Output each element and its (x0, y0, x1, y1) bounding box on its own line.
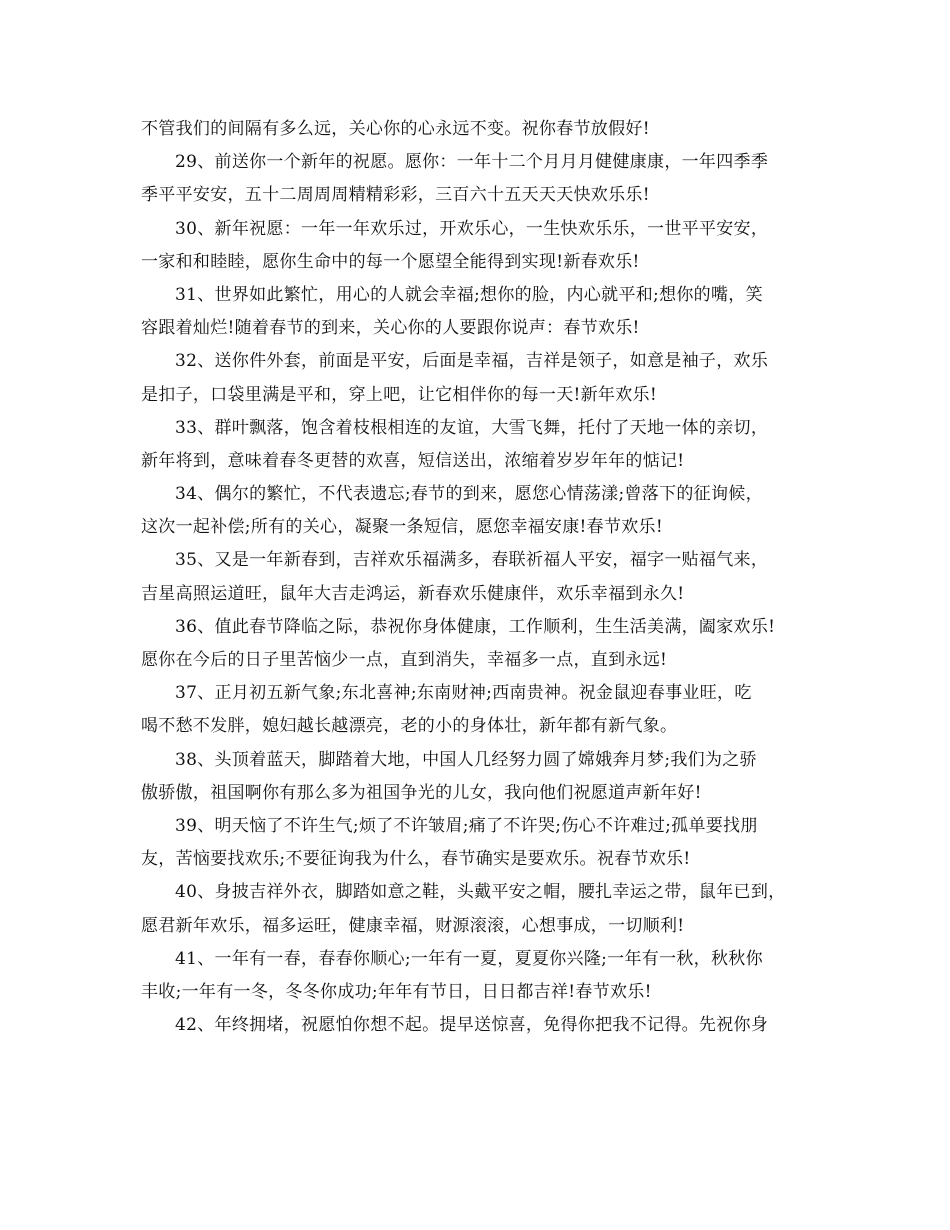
text-line: 愿你在今后的日子里苦恼少一点，直到消失，幸福多一点，直到永远! (141, 650, 668, 670)
text-line: 37、正月初五新气象;东北喜神;东南财神;西南贵神。祝金鼠迎春事业旺，吃 (175, 683, 752, 704)
text-line: 季平平安安，五十二周周周精精彩彩，三百六十五天天天快欢乐乐! (141, 185, 650, 206)
text-line: 吉星高照运道旺，鼠年大吉走鸿运，新春欢乐健康伴，欢乐幸福到永久! (141, 583, 685, 604)
text-line: 傲骄傲，祖国啊你有那么多为祖国争光的儿女，我向他们祝愿道声新年好! (141, 782, 702, 803)
text-line: 29、前送你一个新年的祝愿。愿你：一年十二个月月月健健康康，一年四季季 (175, 152, 769, 173)
document-body (141, 113, 821, 1042)
text-line: 42、年终拥堵，祝愿怕你想不起。提早送惊喜，免得你把我不记得。先祝你身 (175, 1015, 769, 1036)
text-line: 喝不愁不发胖，媳妇越长越漂亮，老的小的身体壮，新年都有新气象。 (141, 716, 678, 737)
text-line: 容跟着灿烂!随着春节的到来，关心你的人要跟你说声：春节欢乐! (141, 318, 640, 339)
text-line: 39、明天恼了不许生气;烦了不许皱眉;痛了不许哭;伤心不许难过;孤单要找朋 (175, 815, 758, 836)
text-line: 32、送你件外套，前面是平安，后面是幸福，吉祥是领子，如意是袖子，欢乐 (175, 351, 769, 372)
text-line: 36、值此春节降临之际，恭祝你身体健康，工作顺利，生生活美满，阖家欢乐! (175, 616, 776, 637)
text-line: 丰收;一年有一冬，冬冬你成功;年年有节日，日日都吉祥!春节欢乐! (141, 981, 652, 1002)
text-line: 34、偶尔的繁忙，不代表遗忘;春节的到来，愿您心情荡漾;曾落下的征询候， (175, 484, 763, 505)
text-line: 31、世界如此繁忙，用心的人就会幸福;想你的脸，内心就平和;想你的嘴，笑 (175, 284, 763, 305)
text-line: 友，苦恼要找欢乐;不要征询我为什么，春节确实是要欢乐。祝春节欢乐! (141, 849, 691, 870)
text-line: 一家和和睦睦，愿你生命中的每一个愿望全能得到实现!新春欢乐! (141, 251, 640, 272)
text-line: 40、身披吉祥外衣，脚踏如意之鞋，头戴平安之帽，腰扎幸运之带，鼠年已到， (175, 882, 786, 903)
text-line: 33、群叶飘落，饱含着枝根相连的友谊，大雪飞舞，托付了天地一体的亲切， (175, 417, 769, 438)
text-line: 不管我们的间隔有多么远，关心你的心永远不变。祝你春节放假好! (141, 119, 650, 139)
text-line: 这次一起补偿;所有的关心，凝聚一条短信，愿您幸福安康!春节欢乐! (141, 517, 663, 538)
text-line: 38、头顶着蓝天，脚踏着大地，中国人几经努力圆了嫦娥奔月梦;我们为之骄 (175, 749, 757, 770)
text-line: 是扣子，口袋里满是平和，穿上吧，让它相伴你的每一天!新年欢乐! (141, 384, 657, 405)
text-line: 新年将到，意味着春冬更替的欢喜，短信送出，浓缩着岁岁年年的惦记! (141, 450, 685, 471)
text-line: 30、新年祝愿：一年一年欢乐过，开欢乐心，一生快欢乐乐，一世平平安安， (175, 218, 769, 239)
text-line: 41、一年有一春，春春你顺心;一年有一夏，夏夏你兴隆;一年有一秋，秋秋你 (175, 948, 763, 969)
text-line: 愿君新年欢乐，福多运旺，健康幸福，财源滚滚，心想事成，一切顺利! (141, 915, 685, 936)
text-line: 35、又是一年新春到，吉祥欢乐福满多，春联祈福人平安，福字一贴福气来， (175, 550, 769, 571)
